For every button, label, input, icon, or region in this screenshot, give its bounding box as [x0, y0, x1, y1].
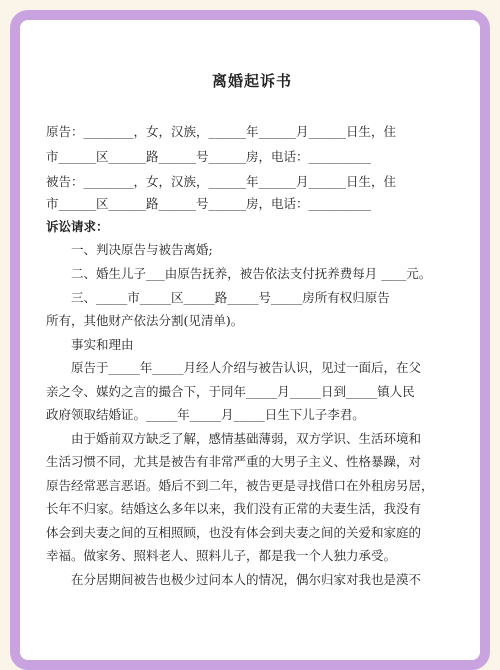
facts-p2-line-4: 长年不归家。结婚这么多年以来，我们没有正常的夫妻生活，我没有	[46, 501, 422, 516]
facts-p1-line-3: 政府领取结婚证。_____年_____月_____日生下儿子李君。	[46, 407, 365, 422]
claim-3-line-2: 所有，其他财产依法分割(见清单)。	[46, 313, 244, 328]
facts-p2-line-5: 体会到夫妻之间的互相照顾，也没有体会到夫妻之间的关爱和家庭的	[46, 525, 422, 540]
claims-heading: 诉讼请求：	[46, 219, 109, 234]
defendant-line-1: 被告：________，女，汉族，______年______月______日生，住	[46, 174, 397, 189]
document-title: 离婚起诉书	[211, 72, 292, 90]
claim-2: 二、婚生儿子___由原告抚养，被告依法支付抚养费每月 ____元。	[46, 266, 432, 281]
plaintiff-line-2: 市______区______路______号______房，电话：__________	[46, 149, 372, 164]
claim-1: 一、判决原告与被告离婚;	[46, 242, 213, 257]
plaintiff-line-1: 原告：________，女，汉族，______年______月______日生，住	[46, 124, 397, 139]
facts-p2-line-6: 幸福。做家务、照料老人、照料儿子，都是我一个人独力承受。	[46, 548, 397, 563]
facts-p2-line-2: 生活习惯不同，尤其是被告有非常严重的大男子主义、性格暴躁，对	[46, 454, 422, 469]
facts-heading: 事实和理由	[46, 337, 134, 352]
facts-p1-line-2: 亲之令、媒妁之言的撮合下，于同年_____月_____日到_____镇人民	[46, 384, 415, 399]
defendant-line-2: 市______区______路______号______房，电话：__________	[46, 196, 372, 211]
facts-p1-line-1: 原告于_____年_____月经人介绍与被告认识，见过一面后，在父	[46, 360, 422, 375]
facts-p2-line-1: 由于婚前双方缺乏了解，感情基础薄弱，双方学识、生活环境和	[46, 431, 422, 446]
facts-p3-line-1: 在分居期间被告也极少过问本人的情况，偶尔归家对我也是漠不	[46, 572, 422, 587]
claim-3-line-1: 三、_____市_____区_____路_____号_____房所有权归原告	[46, 290, 390, 305]
facts-p2-line-3: 原告经常恶言恶语。婚后不到二年，被告更是寻找借口在外租房另居，	[46, 478, 434, 493]
